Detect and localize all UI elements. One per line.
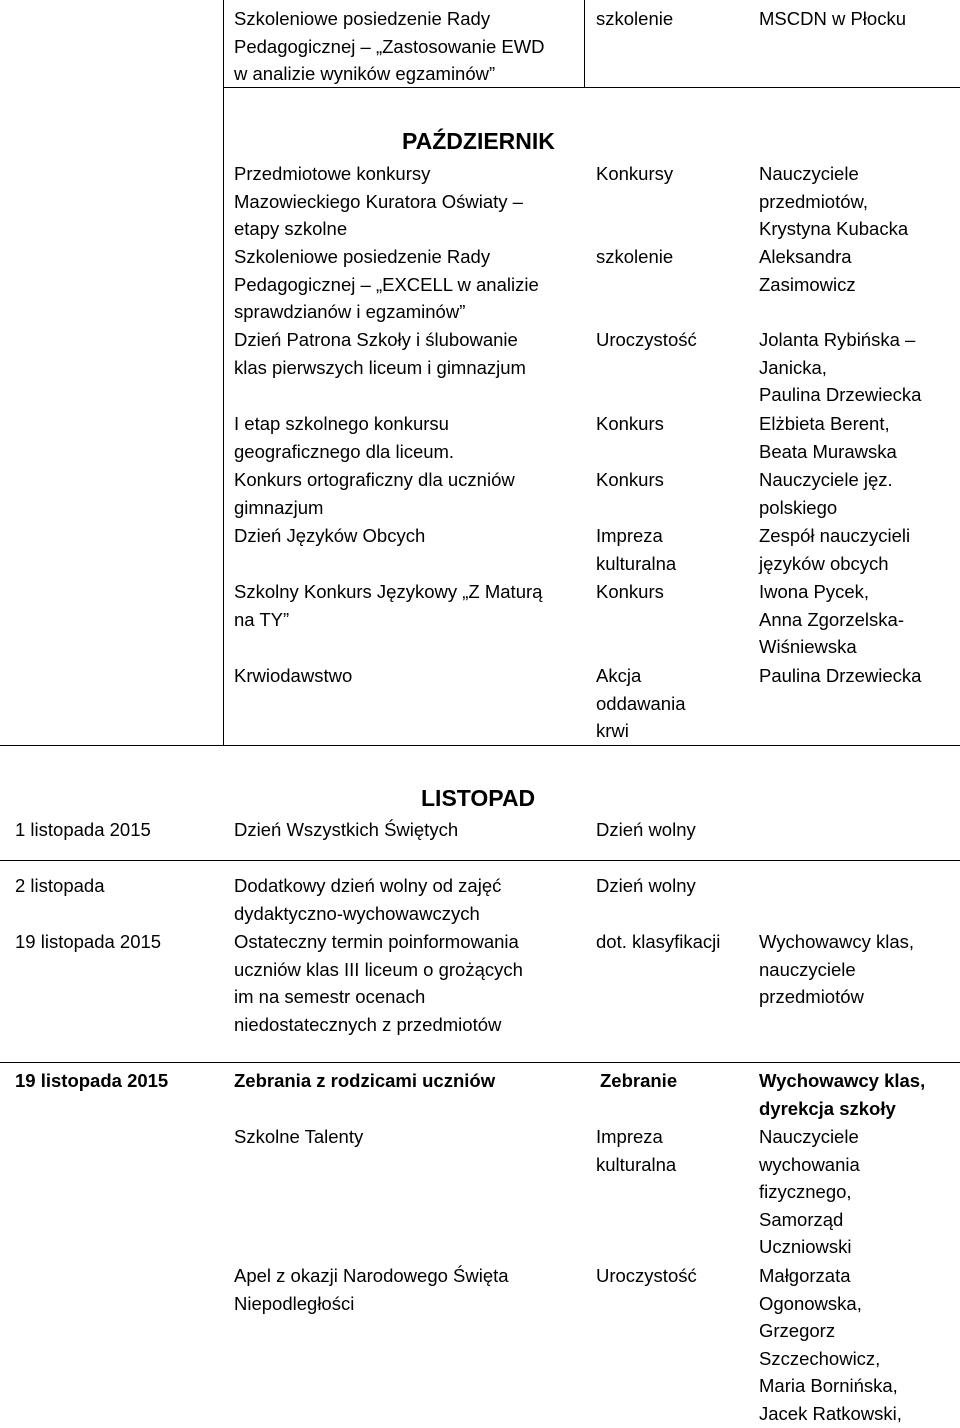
text-line: języków obcych (759, 552, 889, 574)
rule-listopad-row3-bottom (0, 1062, 960, 1063)
text-line: Wiśniewska (759, 636, 857, 657)
text-line: Szkoleniowe posiedzenie Rady (234, 8, 491, 29)
text-line: Konkurs ortograficzny dla uczniów (234, 469, 515, 490)
text-line: Jacek Ratkowski, (759, 1402, 902, 1424)
rule-top-row-mid (584, 0, 585, 87)
form-cell (596, 662, 686, 745)
form-cell (596, 1262, 697, 1290)
text-line: geograficznego dla liceum. (234, 440, 455, 462)
text-line: Przedmiotowe konkursy (234, 163, 431, 184)
text-line: Dzień Języków Obcych (234, 525, 426, 546)
event-cell (234, 872, 501, 927)
responsible-cell (759, 160, 908, 243)
form-cell (596, 1123, 676, 1178)
text-line: Konkurs (596, 413, 664, 434)
event-cell (234, 522, 425, 550)
text-line: Uroczystość (596, 329, 697, 350)
text-line: kulturalna (596, 552, 677, 574)
text-line: Iwona Pycek, (759, 581, 870, 602)
text-line: Dzień Patrona Szkoły i ślubowanie (234, 329, 518, 350)
text-line: dydaktyczno-wychowawczych (234, 902, 480, 924)
event-cell (234, 326, 526, 381)
responsible-cell (759, 662, 921, 690)
rule-top-row-left (223, 0, 224, 87)
text-line: Małgorzata (759, 1265, 851, 1286)
text-line: krwi (596, 720, 629, 741)
form-cell (596, 578, 664, 606)
responsible-cell (759, 1262, 902, 1427)
text-line: Szkolny Konkurs Językowy „Z Maturą (234, 581, 543, 602)
text-line: polskiego (759, 496, 838, 518)
text-line: dyrekcja szkoły (759, 1097, 896, 1119)
text-line: przedmiotów (759, 986, 864, 1007)
text-line: etapy szkolne (234, 218, 348, 239)
text-line: Krystyna Kubacka (759, 218, 909, 239)
text-line: Niepodległości (234, 1292, 355, 1314)
responsible-cell (759, 522, 910, 577)
form-cell (596, 326, 697, 354)
date-cell (15, 928, 161, 956)
text-line: I etap szkolnego konkursu (234, 413, 449, 434)
text-line: gimnazjum (234, 496, 324, 518)
event-cell (234, 578, 542, 633)
text-line: fizycznego, (759, 1181, 852, 1202)
date-cell (15, 1067, 168, 1095)
form-cell (596, 243, 673, 271)
text-line: Pedagogicznej – „Zastosowanie EWD (234, 35, 545, 57)
form-cell (596, 872, 696, 900)
responsible-cell (759, 466, 893, 521)
text-line: Dzień Wszystkich Świętych (234, 819, 459, 840)
text-line: Wychowawcy klas, (759, 1070, 926, 1091)
event-cell (234, 243, 539, 326)
text-line: Uroczystość (596, 1265, 697, 1286)
event-cell (234, 466, 515, 521)
form-cell (596, 816, 696, 844)
text-line: Mazowieckiego Kuratora Oświaty – (234, 190, 523, 212)
text-line: Ogonowska, (759, 1292, 862, 1314)
text-line: Dzień wolny (596, 819, 696, 840)
event-cell (234, 816, 458, 844)
form-cell (596, 928, 720, 956)
event-cell (234, 160, 523, 243)
text-line: Elżbieta Berent, (759, 413, 890, 434)
top-row-responsible: MSCDN w Płocku (759, 8, 906, 29)
text-line: Akcja (596, 665, 642, 686)
date-cell (15, 872, 104, 900)
text-line: nauczyciele (759, 958, 856, 980)
responsible-cell (759, 578, 904, 661)
text-line: oddawania (596, 692, 686, 714)
text-line: Pedagogicznej – „EXCELL w analizie (234, 273, 539, 295)
text-line: niedostatecznych z przedmiotów (234, 1013, 502, 1035)
text-line: Konkurs (596, 581, 664, 602)
date-cell (15, 816, 151, 844)
responsible-cell (759, 326, 921, 409)
text-line: Zebrania z rodzicami uczniów (234, 1070, 496, 1091)
text-line: uczniów klas III liceum o grożących (234, 958, 523, 980)
text-line: Wychowawcy klas, (759, 931, 915, 952)
text-line: 2 listopada (15, 875, 105, 896)
text-line: sprawdzianów i egzaminów” (234, 301, 466, 322)
text-line: Beata Murawska (759, 440, 897, 462)
text-line: Zebranie (600, 1070, 678, 1091)
text-line: w analizie wyników egzaminów” (234, 63, 496, 84)
text-line: Szkolne Talenty (234, 1126, 364, 1147)
rule-listopad-row1-bottom (0, 860, 960, 861)
text-line: przedmiotów, (759, 190, 868, 212)
text-line: kulturalna (596, 1153, 677, 1175)
event-cell (234, 662, 352, 690)
rule-pazdziernik-left (223, 87, 224, 745)
text-line: 19 listopada 2015 (15, 931, 162, 952)
form-cell (596, 160, 673, 188)
event-cell (234, 1262, 509, 1317)
text-line: Nauczyciele jęz. (759, 469, 893, 490)
text-line: im na semestr ocenach (234, 986, 426, 1007)
text-line: Grzegorz (759, 1320, 836, 1341)
text-line: Paulina Drzewiecka (759, 665, 922, 686)
section-title-listopad: LISTOPAD (421, 785, 536, 811)
text-line: Janicka, (759, 356, 827, 378)
text-line: Ostateczny termin poinformowania (234, 931, 519, 952)
text-line: Dzień wolny (596, 875, 696, 896)
text-line: 19 listopada 2015 (15, 1070, 169, 1091)
text-line: Samorząd (759, 1208, 844, 1230)
responsible-cell (759, 1123, 860, 1261)
text-line: Paulina Drzewiecka (759, 384, 922, 405)
text-line: Zasimowicz (759, 273, 856, 295)
text-line: szkolenie (596, 246, 674, 267)
text-line: Krwiodawstwo (234, 665, 353, 686)
text-line: Zespół nauczycieli (759, 525, 911, 546)
event-cell (234, 1123, 363, 1151)
text-line: Dodatkowy dzień wolny od zajęć (234, 875, 502, 896)
text-line: Maria Bornińska, (759, 1375, 898, 1396)
text-line: klas pierwszych liceum i gimnazjum (234, 356, 526, 378)
event-cell (234, 928, 523, 1038)
event-cell (234, 1067, 495, 1095)
responsible-cell (759, 1067, 925, 1122)
text-line: Apel z okazji Narodowego Święta (234, 1265, 509, 1286)
text-line: Jolanta Rybińska – (759, 329, 916, 350)
rule-pazdziernik-bottom (0, 745, 960, 746)
section-title-pazdziernik: PAŹDZIERNIK (402, 128, 555, 154)
form-cell (596, 410, 664, 438)
text-line: 1 listopada 2015 (15, 819, 151, 840)
responsible-cell (759, 243, 856, 298)
top-row-event (234, 5, 545, 88)
form-cell (596, 522, 676, 577)
responsible-cell (759, 410, 897, 465)
text-line: Anna Zgorzelska- (759, 608, 904, 630)
text-line: Konkurs (596, 469, 664, 490)
event-cell (234, 410, 454, 465)
text-line: Uczniowski (759, 1236, 852, 1257)
text-line: Aleksandra (759, 246, 852, 267)
responsible-cell (759, 928, 914, 1011)
text-line: Konkursy (596, 163, 674, 184)
form-cell (596, 466, 664, 494)
top-row-form: szkolenie (596, 8, 674, 29)
form-cell (600, 1067, 677, 1095)
text-line: Nauczyciele (759, 1126, 859, 1147)
text-line: Impreza (596, 1126, 663, 1147)
text-line: Impreza (596, 525, 663, 546)
text-line: Nauczyciele (759, 163, 859, 184)
text-line: na TY” (234, 608, 290, 630)
text-line: dot. klasyfikacji (596, 931, 721, 952)
text-line: Szczechowicz, (759, 1347, 881, 1369)
text-line: wychowania (759, 1153, 860, 1175)
text-line: Szkoleniowe posiedzenie Rady (234, 246, 491, 267)
